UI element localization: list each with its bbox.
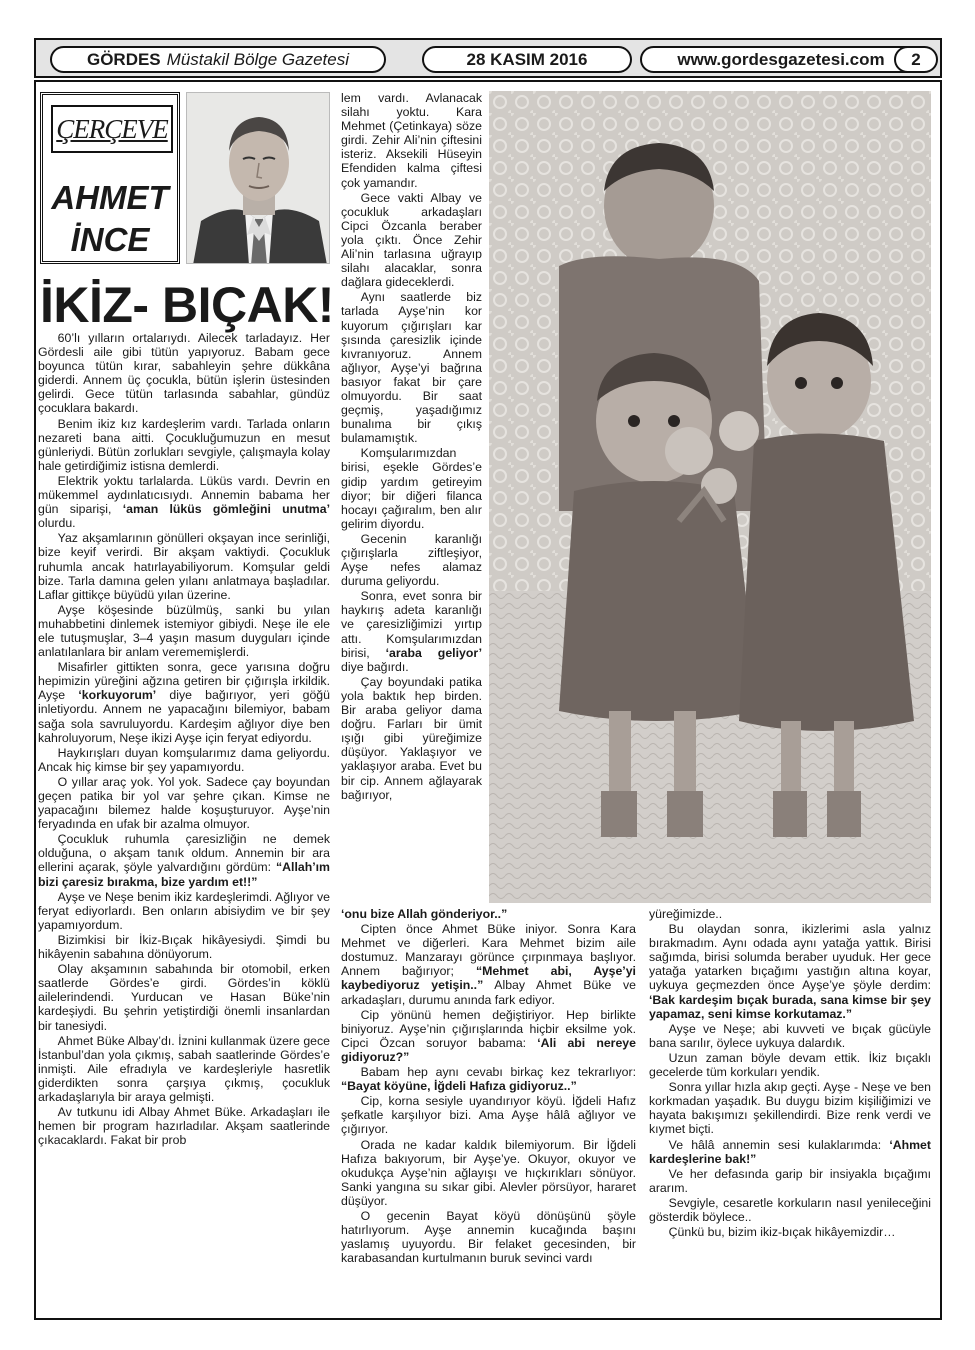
article-column-left: [38, 331, 330, 1313]
bold-quote: “Mehmet abi, Ayşe’yi kaybediyoruz yetişin..”: [341, 964, 636, 993]
paragraph: [341, 1065, 636, 1093]
issue-date: 28 KASIM 2016: [422, 46, 632, 73]
paragraph: Sevgiyle, cesaretle korkuların nasıl yenileceğini gösterdik böylece..: [649, 1195, 931, 1224]
paragraph: Benim ikiz kız kardeşlerim vardı. Tarlada onların nezareti bana aitti. Çocukluğumuzun en mesut günleriydi. Bütün zorlukları sevgiyle, çalışmayla kolay hale getirdiğimiz istisna demlerdi.: [38, 416, 330, 473]
article-column-lower-2: [649, 907, 931, 1313]
bold-quote: ‘araba geliyor’: [385, 645, 482, 660]
bold-quote: ‘korkuyorum’: [78, 688, 157, 703]
paragraph: [649, 922, 931, 1021]
bold-quote: “Allah’ım bizi çaresiz bırakma, bize yardım et!!”: [38, 860, 330, 889]
paper-name: [50, 46, 386, 73]
bold-quote: “Bayat köyüne, İğdeli Hafıza gidiyoruz..”: [341, 1079, 577, 1094]
paper-subtitle: Müstakil Bölge Gazetesi: [166, 49, 350, 69]
bold-quote: ‘Ahmet kardeşlerine bak!”: [649, 1137, 931, 1166]
paragraph: Bizimkisi bir İkiz-Bıçak hikâyesiydi. Şimdi bu hikâyenin sabahına dönüyorum.: [38, 932, 330, 962]
paragraph: Ayşe köşesinde büzülmüş, sanki bu yılan muhabbetini dinlemek istemiyor gibiydi. Neşe ile ele ele tutuşmuşlar, 3–4 yaşın masum duyguları içinde anlatılanlara bir anlam verememişlerdi.: [38, 602, 330, 660]
paragraph: Ayşe ve Neşe benim ikiz kardeşlerimdi. Ağlıyor ve feryat ediyorlardı. Ben onların abisiydim ve bir şey yapamıyordum.: [38, 889, 330, 932]
page-number: 2: [894, 46, 938, 73]
paragraph: [341, 907, 636, 921]
bold-quote: ‘Ali abi nereye gidiyoruz?”: [341, 1035, 636, 1064]
bold-quote: ‘aman lüküs gömleğini unutma’: [122, 502, 330, 517]
paragraph-text: Çocukluk ruhumla çaresizliğin ne demek olduğuna, o akşam tanık oldum. Annemin bir ara ellerini açarak, şöyle yalvardığını gördüm:: [38, 832, 330, 875]
author-portrait: [186, 92, 330, 264]
author-first-name: AHMET: [51, 179, 169, 216]
website-link[interactable]: www.gordesgazetesi.com: [640, 46, 922, 73]
paragraph-text: olurdu.: [38, 516, 76, 531]
paragraph: 60’lı yılların ortalarıydı. Ailecek tarladayız. Her Gördesli aile gibi tütün yapıyoruz. Babam gece boyunca tütün kırar, sabahleyin şehre dükkâna giderdi. Annem üç çocukla, bütün işlerin üstesinden gelirdi. Gece tütün tarlasında sabahlar, gündüz çocuklara bakardı.: [38, 331, 330, 416]
paragraph: O yıllar araç yok. Yol yok. Sadece çay boyundan geçen patika bir yol var şehre çıkan. Kimse ne yapacağını bilemez halde koşuşturuyor. Ayşe’nin feryadında en ufak bir azalma olmuyor.: [38, 774, 330, 832]
paragraph: [341, 589, 482, 674]
paragraph: Çay boyundaki patika yola baktık hep birden. Bir araba geliyor dama doğru. Farları bir ümit ışığı gibi yüreğimize düşüyor. Yaklaşıyor ve yaklaşıyor araba. Evet bu bir cip. Annem ağlayarak bağırıyor,: [341, 674, 482, 802]
paragraph-text: diye bağırıyor, yeri göğü inletiyordu. Annem ne yapacağını bilemiyor, babam sağa sola savruluyordu. Kardeşim ağlıyor diye ben kahroluyorum, Neşe ikizi Ayşe için feryat ediyordu.: [38, 688, 330, 745]
paragraph: Haykırışları duyan komşularımız dama geliyordu. Ancak hiç kimse bir şey yapamıyordu.: [38, 745, 330, 774]
paragraph-text: Albay Ahmet Büke ve arkadaşları, durumu anında fark ediyor.: [341, 978, 636, 1007]
paragraph: Ahmet Büke Albay’dı. İznini kullanmak üzere gece İstanbul’dan yola çıkmış, sabah saatlerinde Gördes’e inmişti. Aile efradıyla ve kardeşleriyle hasretlik giderdikten sonra çarşıya çıkmış, çocukluk arkadaşlarıyla bir araya gelmişti.: [38, 1033, 330, 1104]
paragraph: Cip, korna sesiyle uyandırıyor köyü. İğdeli Hafız şefkatle karşılıyor bizi. Ama Ayşe hâlâ ağlıyor ve çığırıyor.: [341, 1094, 636, 1137]
paragraph: Yaz akşamlarının gönülleri okşayan ince serinliği, bize keyif verirdi. Bir akşam vaktiydi. Çocukluk ruhumla ancak hatırlayabiliyorum. Komşular geldi bize. Tarla damına gelen yılanı anlatmaya başladılar. Laflar gittikçe büyüdü yılan üzerine.: [38, 531, 330, 602]
paragraph-text: Bu olaydan sonra, ikizlerimi asla yalnız bırakmadım. Aynı odada aynı yatağa yattık. Birisi sağımda, birisi solumda beraber uyuduk. Her gece yatağa yatarken bıçağımı yastığın altına koyar, uykuya geçmezden önce Ayşe’ye şöyle derdim:: [649, 922, 931, 993]
paragraph-text: Elektrik yoktu tarlalarda. Lüküs vardı. Devrin en mükemmel aydınlatıcısıydı. Annemin babama her gün siparişi,: [38, 473, 330, 517]
paragraph: [341, 1008, 636, 1064]
paragraph: [341, 922, 636, 1007]
article-column-middle: [341, 91, 482, 906]
paragraph: Uzun zaman böyle devam ettik. İkiz bıçaklı gecelerde tüm korkuları yendik.: [649, 1050, 931, 1080]
bold-quote: ‘Bak kardeşim bıçak burada, sana kimse bir şey yapamaz, seni kimse korkutamaz.”: [649, 992, 931, 1021]
paragraph-text: Cipten önce Ahmet Büke iniyor. Sonra Kara Mehmet ve diğerleri. Kara Mehmet bizim aile dostumuz. Manzarayı görünce çırpınmaya başlıyor. Annem bağırıyor;: [341, 922, 636, 979]
bold-quote: ‘onu bize Allah gönderiyor..”: [341, 907, 508, 921]
paragraph: Orada ne kadar kaldık bilemiyorum. Bir İğdeli Hafıza bakıyorum, bir Ayşe’ye. Okuyor, okuyor ve okudukça Ayşe’nin ağlayışı ve hıçkırıkları sönüyor. Sanki yangına su sıkar gibi. Alevler pörsüyor, hararet düşüyor.: [341, 1137, 636, 1208]
paragraph: Sonra yıllar hızla akıp geçti. Ayşe - Neşe ve ben korkmadan yaşadık. Bu duygu bizim kişiliğimizi ve hayata bakışımızı şekillendirdi. Bize renk verdi ve kıymet biçti.: [649, 1080, 931, 1137]
paragraph-text: Babam hep aynı cevabı birkaç kez tekrarlıyor:: [360, 1065, 636, 1080]
paragraph: Gecenin karanlığı çığırışlarla ziftleşiyor, Ayşe nefes alamaz duruma geliyordu.: [341, 531, 482, 589]
paragraph: lem vardı. Avlanacak silahı yoktu. Kara Mehmet (Çetinkaya) söze girdi. Zehir Ali’nin çiftesini isteriz. Aksekili Hüseyin Efendiden kalma çiftesi çok yamandır.: [341, 91, 482, 190]
paragraph: [38, 660, 330, 745]
masthead-bar: [34, 38, 942, 78]
paragraph: Olay akşamının sabahında bir otomobil, erken saatlerde Gördes’e girdi. Gördes’in köklü ailelerindendi. Yurducan ve Hasan Büke’nin kardeşiydi. Bu şehrin yetiştirdiği önemli insanlardan bir tanesiydi.: [38, 962, 330, 1033]
article-headline: İKİZ- BIÇAK!: [40, 277, 334, 333]
paragraph: Çünkü bu, bizim ikiz-bıçak hikâyemizdir…: [668, 1225, 896, 1240]
paragraph-text: Misafirler gittikten sonra, gece yarısına doğru hepimizin yüreğini ağzına getiren bir çığırışla irkildik. Ayşe: [38, 660, 330, 703]
paragraph-text: diye bağırdı.: [341, 659, 409, 674]
paragraph: [38, 832, 330, 888]
paragraph: [38, 474, 330, 530]
paragraph: Av tutkunu idi Albay Ahmet Büke. Arkadaşları ile hemen bir program hazırladılar. Akşam saatlerinde çıkacaklardı. Fakat bir prob: [38, 1105, 330, 1148]
paragraph-text: Ve hâlâ annemin sesi kulaklarımda:: [668, 1137, 890, 1152]
children-photo: [489, 91, 931, 903]
paragraph: Ve her defasında garip bir insiyakla bıçağımı ararım.: [649, 1166, 931, 1195]
paragraph: Gece vakti Albay ve çocukluk arkadaşları Cipci Özcanla beraber yola çıktı. Önce Zehir Ali’nin tarlasına uğrayıp silahı alacaklar, sonra dağlara gideceklerdi.: [341, 190, 482, 290]
paragraph: Komşularımızdan birisi, eşekle Gördes’e gidip yardım getireyim diyor; bir diğeri filanca hocayı çağıralım, ben alır gelirim diyordu.: [341, 446, 482, 531]
children-photo-image: [489, 91, 931, 903]
paragraph: [649, 1138, 931, 1166]
paper-name-text: GÖRDES: [86, 49, 161, 69]
author-last-name: İNCE: [70, 221, 150, 258]
paragraph: Aynı saatlerde biz tarlada Ayşe’nin kor kuyorum çığırışları kar şısında çaresizlik içinde kıvranıyoruz. Annem ağlıyor, Ayşe’yi bağrına basıyor fakat bir çare olmuyordu. Bir saat geçmiş, yaşadığımız bunalıma bir çıkış bulamamıştık.: [341, 290, 482, 446]
paragraph: O gecenin Bayat köyü dönüşünü şöyle hatırlıyorum. Ayşe annemin kucağında başını yaslamış uyuyordu. Bir felaket gecesinden, bir karabasandan kurtulmanın buruk sevinci vardı: [341, 1208, 636, 1266]
column-rubric: ÇERÇEVE: [51, 105, 173, 153]
author-portrait-image: [187, 93, 330, 264]
paragraph-text: Sonra, evet sonra bir haykırış adeta karanlığı ve çaresizliğimizi yırtıp attı. Komşularımızdan birisi,: [341, 589, 482, 660]
paragraph: Ayşe ve Neşe; abi kuvveti ve bıçak gücüyle bana sarılır, öylece uykuya dalardık.: [649, 1021, 931, 1050]
paragraph-text: Cip yönünü hemen değiştiriyor. Hep birlikte biniyoruz. Ayşe’nin çığırışlarında hiçbir eksilme yok. Cipci Özcan soruyor babama:: [341, 1007, 636, 1050]
author-box: [40, 92, 180, 264]
paragraph: yüreğimizde..: [649, 907, 723, 921]
article-column-lower-1: [341, 907, 636, 1313]
